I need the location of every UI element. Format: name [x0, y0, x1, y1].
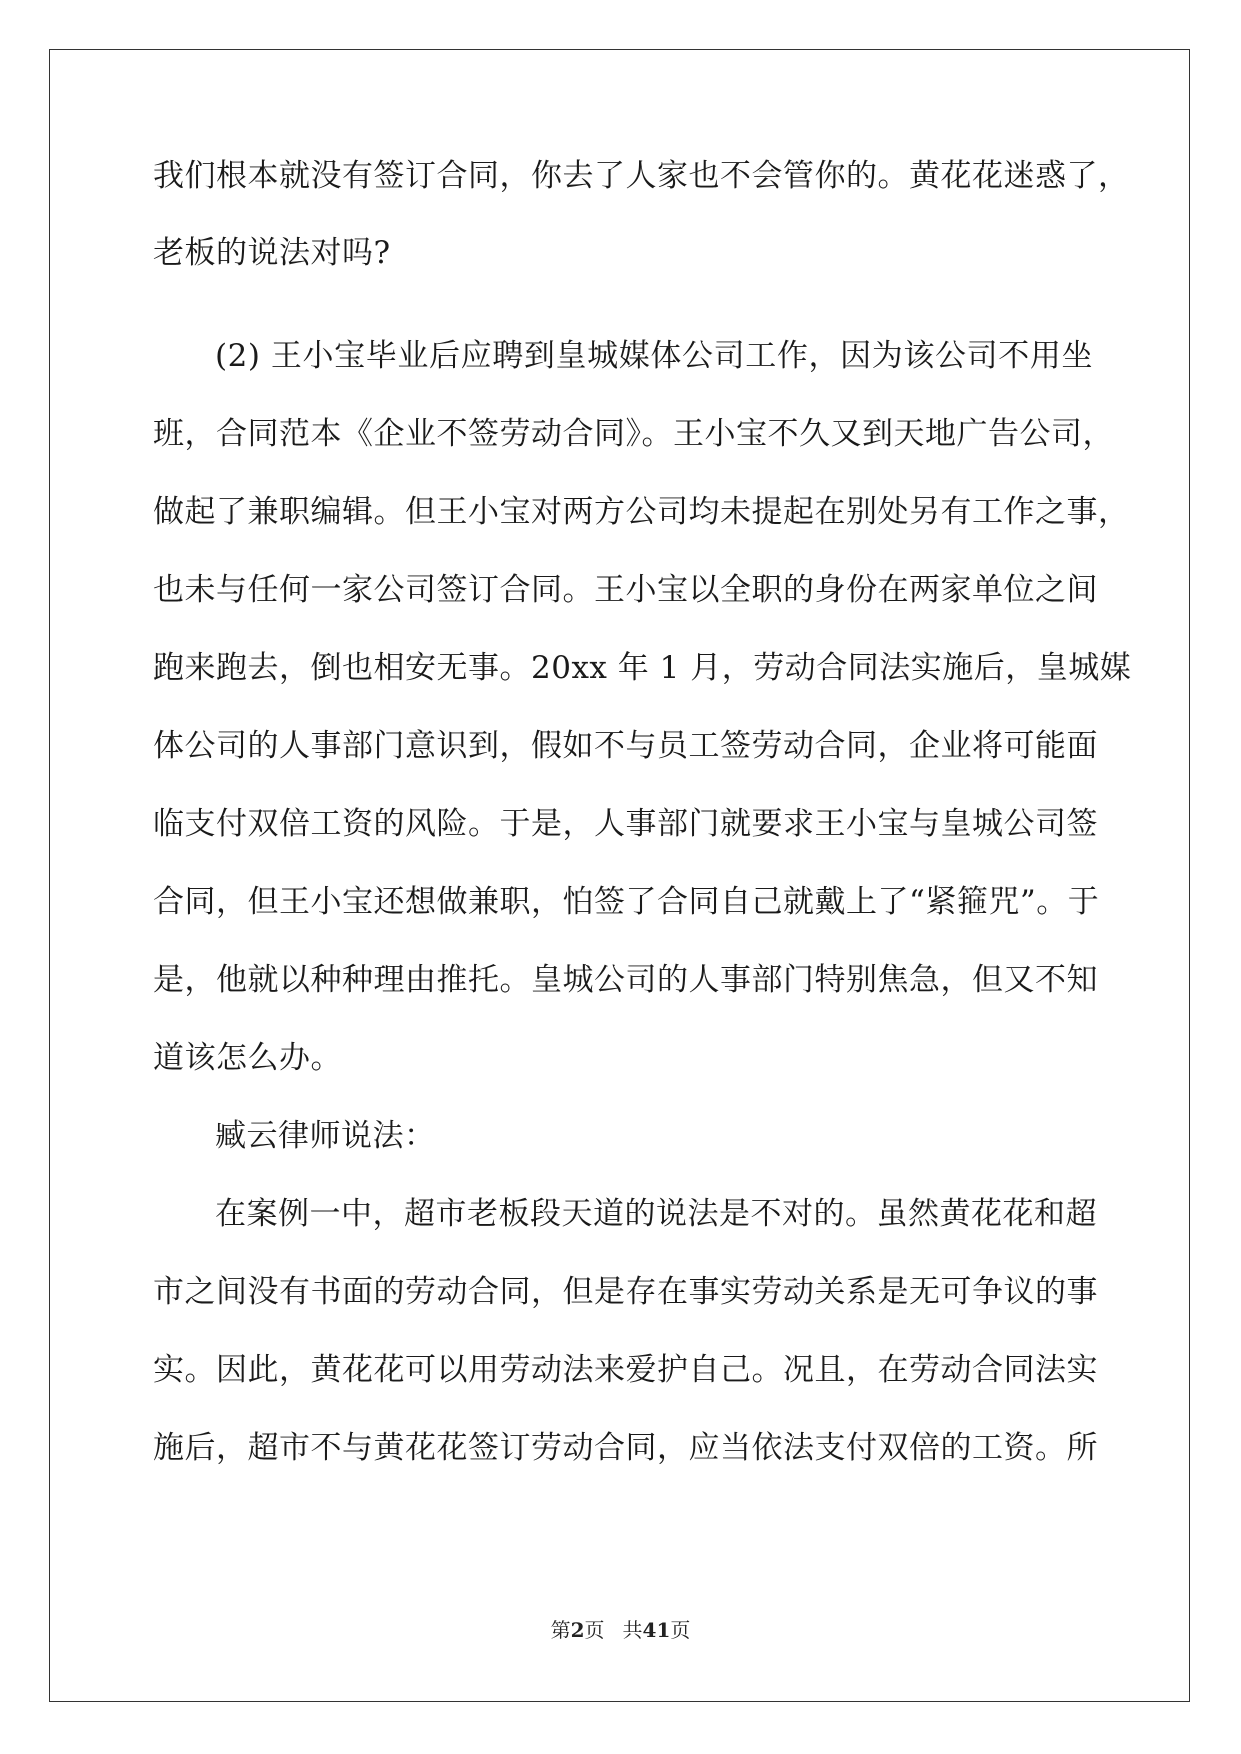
page-label-prefix: 第: [550, 1618, 571, 1642]
text-line: 做起了兼职编辑。但王小宝对两方公司均未提起在别处另有工作之事，: [153, 494, 1130, 530]
text-line: 跑来跑去，倒也相安无事。20xx 年 1 月，劳动合同法实施后，皇城媒: [153, 650, 1132, 686]
total-label-prefix: 共: [622, 1618, 643, 1642]
text-line: 班，合同范本《企业不签劳动合同》。王小宝不久又到天地广告公司，: [153, 416, 1114, 452]
text-line: 施后，超市不与黄花花签订劳动合同，应当依法支付双倍的工资。所: [153, 1430, 1098, 1466]
total-pages: 41: [642, 1618, 671, 1642]
paragraph-start-line: (2) 王小宝毕业后应聘到皇城媒体公司工作，因为该公司不用坐: [215, 338, 1093, 374]
page-label-suffix: 页: [584, 1618, 605, 1642]
page-number: 2: [570, 1618, 585, 1642]
text-line: 也未与任何一家公司签订合同。王小宝以全职的身份在两家单位之间: [153, 572, 1098, 608]
text-line: 实。因此，黄花花可以用劳动法来爱护自己。况且，在劳动合同法实: [153, 1352, 1098, 1388]
text-line: 合同，但王小宝还想做兼职，怕签了合同自己就戴上了“紧箍咒”。于: [153, 884, 1100, 920]
paragraph-start-line: 在案例一中，超市老板段天道的说法是不对的。虽然黄花花和超: [215, 1196, 1097, 1232]
text-line: 临支付双倍工资的风险。于是，人事部门就要求王小宝与皇城公司签: [153, 806, 1098, 842]
total-label-suffix: 页: [670, 1618, 691, 1642]
text-line: 是，他就以种种理由推托。皇城公司的人事部门特别焦急，但又不知: [153, 962, 1098, 998]
text-line: 道该怎么办。: [153, 1040, 342, 1076]
text-line: 市之间没有书面的劳动合同，但是存在事实劳动关系是无可争议的事: [153, 1274, 1098, 1310]
text-line: 老板的说法对吗?: [153, 235, 391, 271]
page-footer: [0, 1617, 1241, 1643]
section-heading: 臧云律师说法：: [215, 1118, 436, 1154]
text-line: 我们根本就没有签订合同，你去了人家也不会管你的。黄花花迷惑了，: [153, 158, 1130, 194]
text-line: 体公司的人事部门意识到，假如不与员工签劳动合同，企业将可能面: [153, 728, 1098, 764]
